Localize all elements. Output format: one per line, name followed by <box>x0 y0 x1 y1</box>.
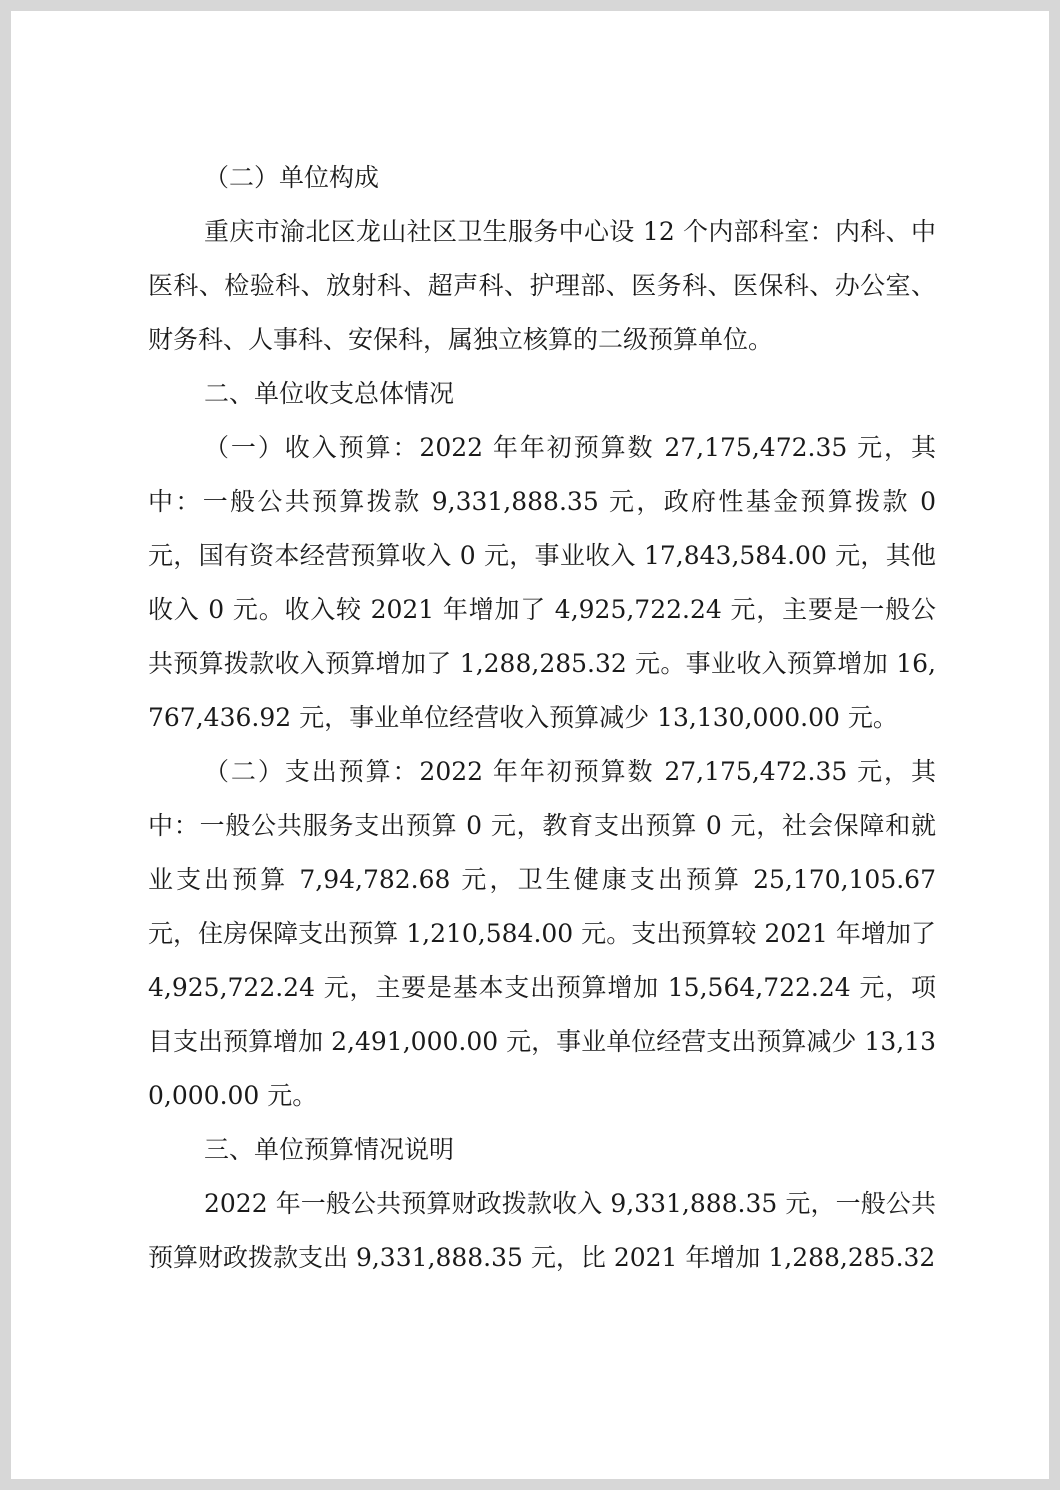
document-body <box>148 151 936 1285</box>
heading-unit-composition: （二）单位构成 <box>204 163 380 192</box>
paragraph-expenditure-budget: （二）支出预算：2022 年年初预算数 27,175,472.35 元，其中：一般公共服务支出预算 0 元，教育支出预算 0 元，社会保障和就业支出预算 7,94,782.68 元，卫生健康支出预算 25,170,105.67 元，住房保障支出预算 1,210,584.00 元。支出预算较 2021 年增加了 4,925,722.24 元，主要是基本支出预算增加 15,564,722.24 元，项目支出预算增加 2,491,000.00 元，事业单位经营支出预算减少 13,130,000.00 元。 <box>148 757 936 1110</box>
paragraph-unit-composition: 重庆市渝北区龙山社区卫生服务中心设 12 个内部科室：内科、中医科、检验科、放射科、超声科、护理部、医务科、医保科、办公室、财务科、人事科、安保科，属独立核算的二级预算单位。 <box>148 217 936 354</box>
heading-overall-income-expenditure: 二、单位收支总体情况 <box>204 379 455 408</box>
paragraph-budget-notes: 2022 年一般公共预算财政拨款收入 9,331,888.35 元，一般公共预算财政拨款支出 9,331,888.35 元，比 2021 年增加 1,288,285.32 <box>148 1189 936 1272</box>
paragraph-income-budget: （一）收入预算：2022 年年初预算数 27,175,472.35 元，其中：一般公共预算拨款 9,331,888.35 元，政府性基金预算拨款 0 元，国有资本经营预算收入 0 元，事业收入 17,843,584.00 元，其他收入 0 元。收入较 2021 年增加了 4,925,722.24 元，主要是一般公共预算拨款收入预算增加了 1,288,285.32 元。事业收入预算增加 16,767,436.92 元，事业单位经营收入预算减少 13,130,000.00 元。 <box>148 433 936 732</box>
heading-budget-notes: 三、单位预算情况说明 <box>204 1135 455 1164</box>
